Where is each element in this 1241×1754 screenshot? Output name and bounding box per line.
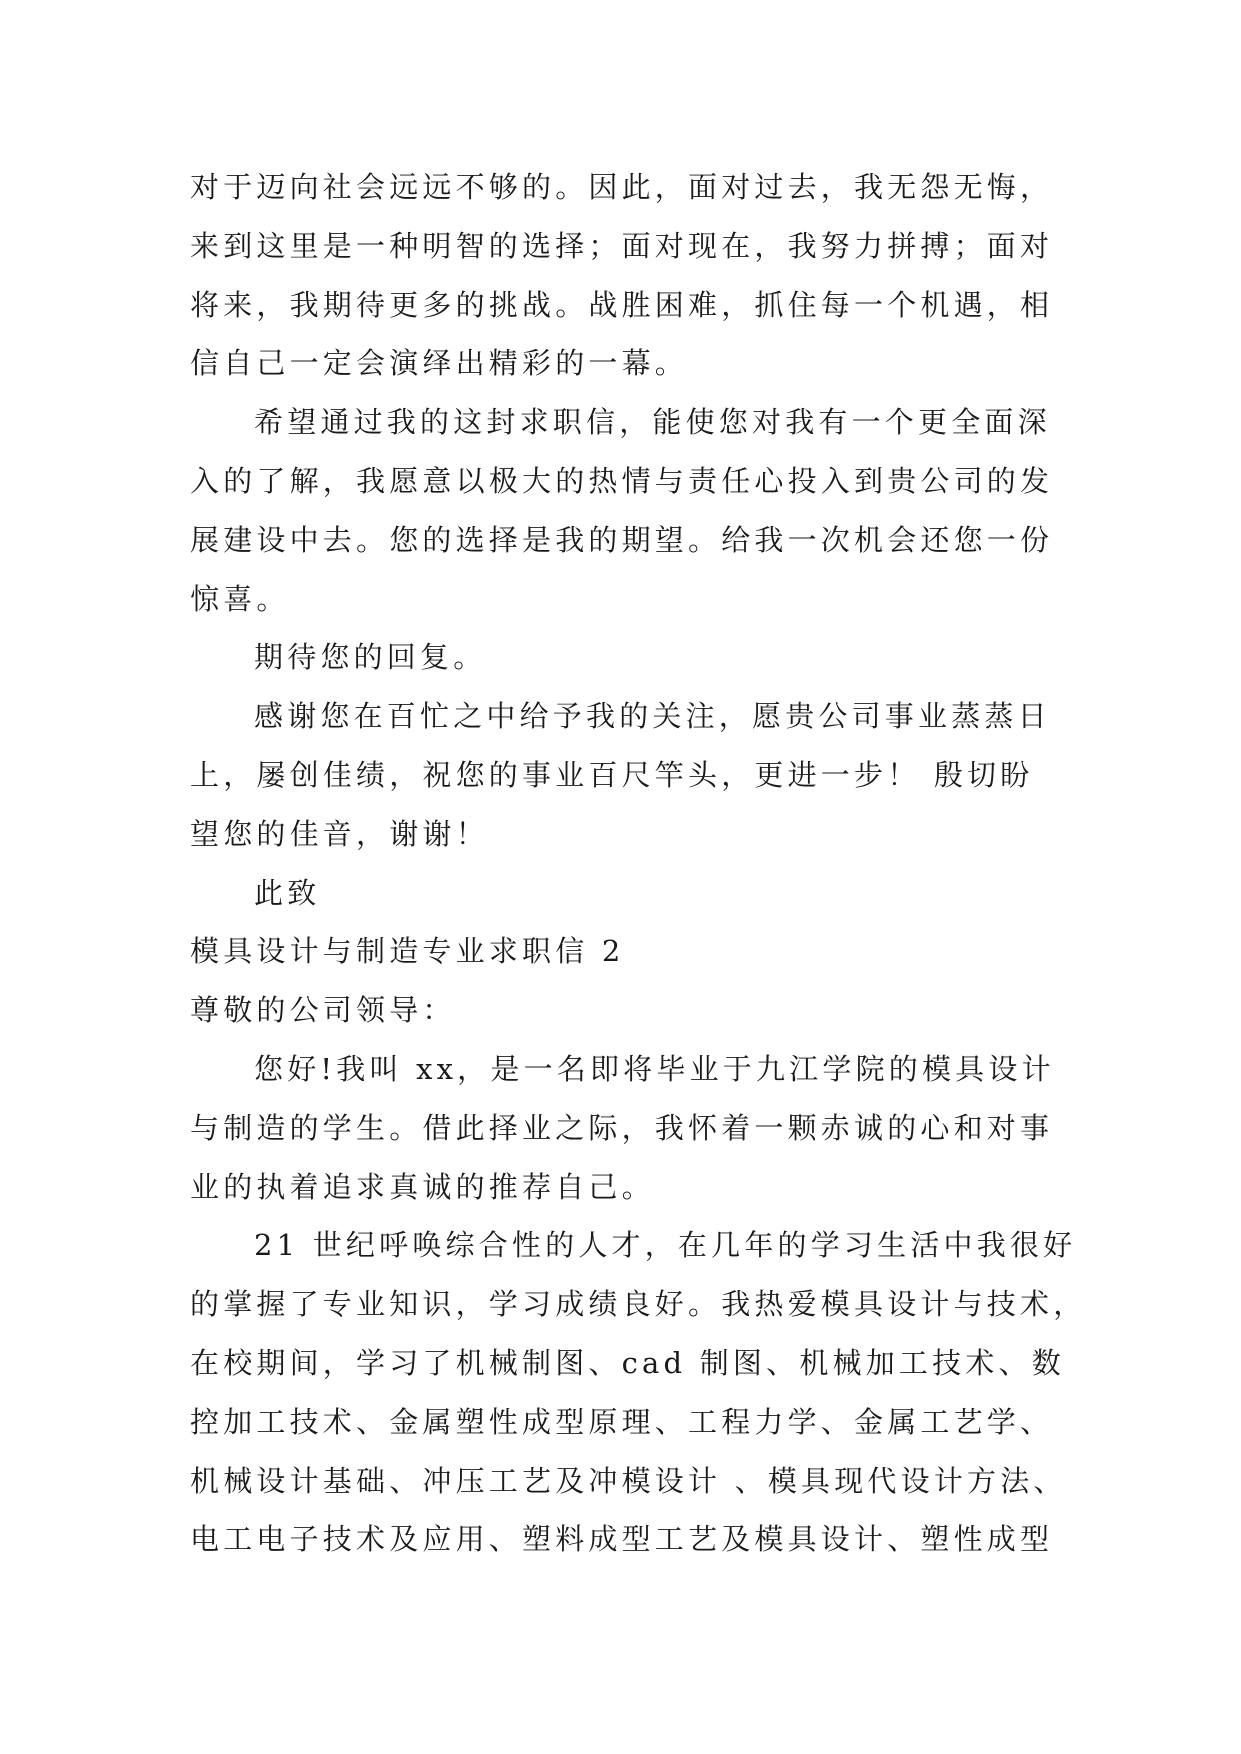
- text-line: 信自己一定会演绎出精彩的一幕。: [190, 346, 689, 381]
- text-line: 模具设计与制造专业求职信 2: [190, 934, 625, 969]
- text-line: 上，屡创佳绩，祝您的事业百尺竿头，更进一步！ 殷切盼: [190, 757, 1034, 792]
- text-line: 期待您的回复。: [254, 640, 487, 675]
- text-line: 控加工技术、金属塑性成型原理、工程力学、金属工艺学、: [190, 1404, 1054, 1439]
- text-line: 您好!我叫 xx，是一名即将毕业于九江学院的模具设计: [254, 1051, 1055, 1086]
- document-body: [190, 158, 1087, 1569]
- text-line: 入的了解，我愿意以极大的热情与责任心投入到贵公司的发: [190, 463, 1054, 498]
- text-line: 的掌握了专业知识，学习成绩良好。我热爱模具设计与技术，: [190, 1287, 1087, 1322]
- text-line: 希望通过我的这封求职信，能使您对我有一个更全面深: [254, 405, 1051, 440]
- text-line: 尊敬的公司领导：: [190, 993, 456, 1028]
- text-line: 来到这里是一种明智的选择；面对现在，我努力拼搏；面对: [190, 228, 1054, 263]
- text-line: 展建设中去。您的选择是我的期望。给我一次机会还您一份: [190, 522, 1054, 557]
- text-line: 21 世纪呼唤综合性的人才，在几年的学习生活中我很好: [254, 1228, 1077, 1263]
- text-line: 惊喜。: [190, 581, 290, 616]
- text-line: 与制造的学生。借此择业之际，我怀着一颗赤诚的心和对事: [190, 1110, 1054, 1145]
- text-line: 电工电子技术及应用、塑料成型工艺及模具设计、塑性成型: [190, 1522, 1054, 1557]
- text-line: 在校期间，学习了机械制图、cad 制图、机械加工技术、数: [190, 1345, 1065, 1380]
- text-line: 此致: [254, 875, 321, 910]
- text-line: 将来，我期待更多的挑战。战胜困难，抓住每一个机遇，相: [190, 287, 1054, 322]
- text-line: 感谢您在百忙之中给予我的关注，愿贵公司事业蒸蒸日: [254, 699, 1051, 734]
- text-line: 业的执着追求真诚的推荐自己。: [190, 1169, 655, 1204]
- text-line: 对于迈向社会远远不够的。因此，面对过去，我无怨无悔，: [190, 170, 1054, 204]
- text-line: 机械设计基础、冲压工艺及冲模设计 、模具现代设计方法、: [190, 1463, 1067, 1498]
- text-line: 望您的佳音，谢谢！: [190, 816, 489, 851]
